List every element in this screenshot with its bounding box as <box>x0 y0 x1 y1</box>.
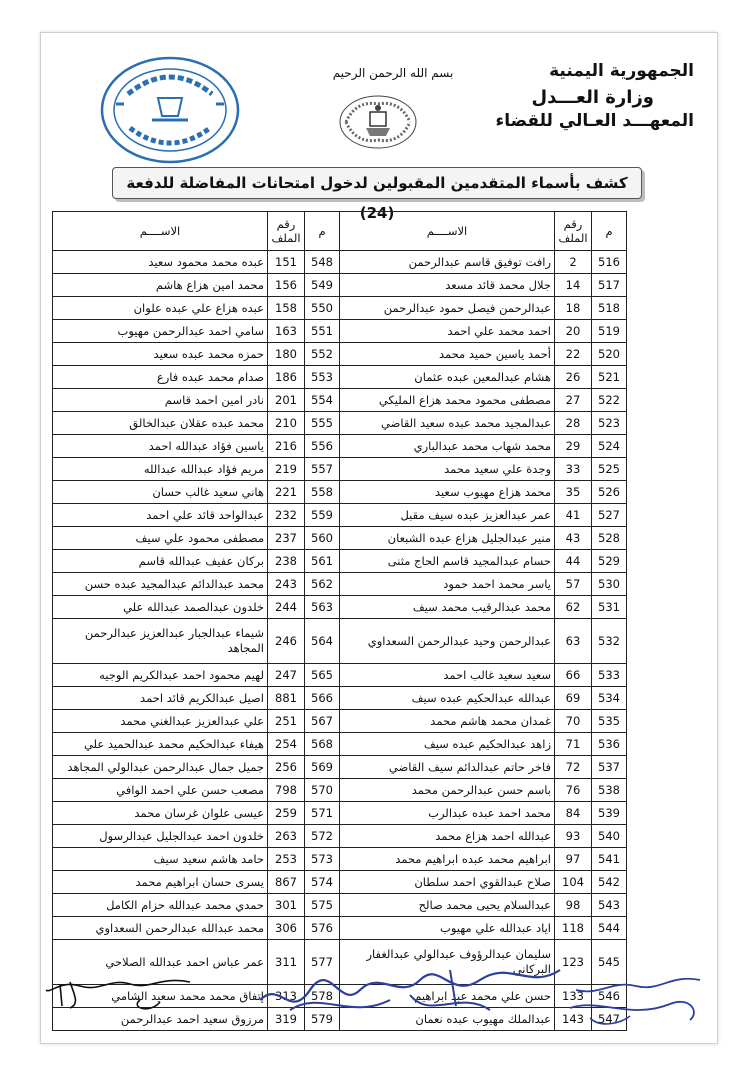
right-serial: 543 <box>592 894 627 917</box>
right-applicant-name: عبدالرحمن فيصل حمود عبدالرحمن <box>340 297 555 320</box>
table-row <box>53 389 627 412</box>
left-applicant-name: جميل جمال عبدالرحمن عبدالولي المجاهد <box>53 756 268 779</box>
left-applicant-name: حمدي محمد عبدالله حزام الكامل <box>53 894 268 917</box>
right-applicant-name: محمد عبدالرقيب محمد سيف <box>340 596 555 619</box>
right-applicant-name: حسام عبدالمجيد قاسم الحاج مثنى <box>340 550 555 573</box>
left-applicant-name: اصيل عبدالكريم قائد احمد <box>53 687 268 710</box>
right-file-number: 28 <box>555 412 592 435</box>
left-file-number: 243 <box>268 573 305 596</box>
left-applicant-name: عبده هزاع علي عبده علوان <box>53 297 268 320</box>
left-serial: 571 <box>305 802 340 825</box>
right-serial: 518 <box>592 297 627 320</box>
right-serial: 529 <box>592 550 627 573</box>
right-file-number: 20 <box>555 320 592 343</box>
right-applicant-name: اياد عبدالله علي مهيوب <box>340 917 555 940</box>
table-row <box>53 596 627 619</box>
right-applicant-name: غمدان محمد هاشم محمد <box>340 710 555 733</box>
left-applicant-name: هيفاء عبدالحكيم محمد عبدالحميد علي <box>53 733 268 756</box>
right-applicant-name: منير عبدالجليل هزاع عبده الشبعان <box>340 527 555 550</box>
left-serial: 548 <box>305 251 340 274</box>
right-serial: 532 <box>592 619 627 664</box>
left-applicant-name: هاني سعيد غالب حسان <box>53 481 268 504</box>
eagle-emblem-icon <box>336 92 420 152</box>
roster-table <box>52 211 627 1031</box>
left-serial: 562 <box>305 573 340 596</box>
right-file-number: 22 <box>555 343 592 366</box>
left-file-number: 219 <box>268 458 305 481</box>
table-row <box>53 251 627 274</box>
right-file-number: 33 <box>555 458 592 481</box>
left-applicant-name: صدام محمد عبده فارع <box>53 366 268 389</box>
left-file-number: 259 <box>268 802 305 825</box>
left-file-number: 247 <box>268 664 305 687</box>
right-applicant-name: عبدالرحمن وحيد عبدالرحمن السعداوي <box>340 619 555 664</box>
right-serial: 530 <box>592 573 627 596</box>
right-file-number: 26 <box>555 366 592 389</box>
institute-seal-icon <box>98 54 242 166</box>
left-file-number: 306 <box>268 917 305 940</box>
right-file-number: 35 <box>555 481 592 504</box>
left-serial: 576 <box>305 917 340 940</box>
left-serial: 579 <box>305 1008 340 1031</box>
left-file-number: 237 <box>268 527 305 550</box>
right-serial: 531 <box>592 596 627 619</box>
document-title: كشف بأسماء المتقدمين المقبولين لدخول امتحانات المفاضلة للدفعة (24) <box>112 167 642 199</box>
left-applicant-name: خلدون احمد عبدالجليل عبدالرسول <box>53 825 268 848</box>
left-serial: 558 <box>305 481 340 504</box>
left-applicant-name: بركان عفيف عبدالله قاسم <box>53 550 268 573</box>
right-applicant-name: فاخر حاتم عبدالدائم سيف القاضي <box>340 756 555 779</box>
left-applicant-name: خلدون عبدالصمد عبدالله علي <box>53 596 268 619</box>
right-serial: 526 <box>592 481 627 504</box>
right-applicant-name: محمد شهاب محمد عبدالباري <box>340 435 555 458</box>
institute-name: المعهـــد العـالي للقضاء <box>495 111 694 131</box>
left-file-number: 246 <box>268 619 305 664</box>
left-applicant-name: مصطفى محمود علي سيف <box>53 527 268 550</box>
left-file-number: 881 <box>268 687 305 710</box>
left-serial: 566 <box>305 687 340 710</box>
left-serial: 551 <box>305 320 340 343</box>
right-file-number: 72 <box>555 756 592 779</box>
right-file-number: 123 <box>555 940 592 985</box>
right-applicant-name: صلاح عبدالقوي احمد سلطان <box>340 871 555 894</box>
table-row <box>53 917 627 940</box>
left-file-number: 256 <box>268 756 305 779</box>
right-serial: 527 <box>592 504 627 527</box>
right-applicant-name: عبدالسلام يحيى محمد صالح <box>340 894 555 917</box>
left-file-number: 867 <box>268 871 305 894</box>
basmala: بسم الله الرحمن الرحيم <box>332 66 454 80</box>
right-file-number: 70 <box>555 710 592 733</box>
left-file-number: 253 <box>268 848 305 871</box>
right-serial: 545 <box>592 940 627 985</box>
right-file-number: 43 <box>555 527 592 550</box>
table-row <box>53 573 627 596</box>
right-serial: 528 <box>592 527 627 550</box>
right-file-number: 93 <box>555 825 592 848</box>
right-applicant-name: هشام عبدالمعين عبده عثمان <box>340 366 555 389</box>
left-applicant-name: إتفاق محمد محمد سعيد الشامي <box>53 985 268 1008</box>
table-row <box>53 779 627 802</box>
right-file-number: 84 <box>555 802 592 825</box>
left-file-number: 180 <box>268 343 305 366</box>
right-applicant-name: رافت توفيق قاسم عبدالرحمن <box>340 251 555 274</box>
table-row <box>53 435 627 458</box>
right-serial: 519 <box>592 320 627 343</box>
table-row <box>53 756 627 779</box>
table-row <box>53 619 627 664</box>
right-file-number: 44 <box>555 550 592 573</box>
table-row <box>53 297 627 320</box>
left-serial: 572 <box>305 825 340 848</box>
left-serial: 565 <box>305 664 340 687</box>
table-row <box>53 848 627 871</box>
table-row <box>53 274 627 297</box>
right-serial: 544 <box>592 917 627 940</box>
right-file-number: 76 <box>555 779 592 802</box>
right-applicant-name: ياسر محمد احمد حمود <box>340 573 555 596</box>
right-applicant-name: مصطفى محمود محمد هزاع المليكي <box>340 389 555 412</box>
left-file-number: 319 <box>268 1008 305 1031</box>
left-serial: 559 <box>305 504 340 527</box>
col-name-right: الاســــم <box>340 212 555 251</box>
table-row <box>53 802 627 825</box>
table-row <box>53 871 627 894</box>
left-applicant-name: محمد امين هزاع هاشم <box>53 274 268 297</box>
table-row <box>53 733 627 756</box>
left-serial: 567 <box>305 710 340 733</box>
left-applicant-name: حامد هاشم سعيد سيف <box>53 848 268 871</box>
table-row <box>53 366 627 389</box>
right-file-number: 2 <box>555 251 592 274</box>
right-applicant-name: حسن علي محمد عبد ابراهيم <box>340 985 555 1008</box>
signature-3-icon <box>540 968 710 1032</box>
col-m-left: م <box>305 212 340 251</box>
left-serial: 563 <box>305 596 340 619</box>
left-applicant-name: مرزوق سعيد احمد عبدالرحمن <box>53 1008 268 1031</box>
left-file-number: 158 <box>268 297 305 320</box>
right-serial: 517 <box>592 274 627 297</box>
left-applicant-name: لهيم محمود احمد عبدالكريم الوجيه <box>53 664 268 687</box>
left-serial: 554 <box>305 389 340 412</box>
ministry-name: وزارة العـــدل <box>531 87 654 108</box>
right-applicant-name: محمد احمد عبده عبدالرب <box>340 802 555 825</box>
table-row <box>53 458 627 481</box>
right-file-number: 62 <box>555 596 592 619</box>
right-serial: 540 <box>592 825 627 848</box>
left-file-number: 313 <box>268 985 305 1008</box>
right-serial: 534 <box>592 687 627 710</box>
left-applicant-name: شيماء عبدالجبار عبدالعزيز عبدالرحمن المجاهد <box>53 619 268 664</box>
left-serial: 549 <box>305 274 340 297</box>
col-file-left: رقم الملف <box>268 212 305 251</box>
left-file-number: 151 <box>268 251 305 274</box>
right-applicant-name: عبدالملك مهيوب عبده نعمان <box>340 1008 555 1031</box>
right-serial: 533 <box>592 664 627 687</box>
left-serial: 561 <box>305 550 340 573</box>
col-name-left: الاســــم <box>53 212 268 251</box>
table-row <box>53 664 627 687</box>
right-applicant-name: عبدالله عبدالحكيم عبده سيف <box>340 687 555 710</box>
table-row <box>53 343 627 366</box>
right-applicant-name: جلال محمد قائد مسعد <box>340 274 555 297</box>
right-serial: 520 <box>592 343 627 366</box>
table-row <box>53 687 627 710</box>
right-file-number: 41 <box>555 504 592 527</box>
left-applicant-name: محمد عبده عقلان عبدالخالق <box>53 412 268 435</box>
left-applicant-name: سامي احمد عبدالرحمن مهيوب <box>53 320 268 343</box>
right-file-number: 14 <box>555 274 592 297</box>
country-name: الجمهورية اليمنية <box>549 61 694 81</box>
left-file-number: 186 <box>268 366 305 389</box>
right-serial: 516 <box>592 251 627 274</box>
left-serial: 564 <box>305 619 340 664</box>
letterhead <box>496 60 694 132</box>
right-applicant-name: عمر عبدالعزيز عبده سيف مقبل <box>340 504 555 527</box>
left-applicant-name: عبده محمد محمود سعيد <box>53 251 268 274</box>
right-file-number: 98 <box>555 894 592 917</box>
right-applicant-name: أحمد ياسين حميد محمد <box>340 343 555 366</box>
right-serial: 541 <box>592 848 627 871</box>
right-applicant-name: وجدة علي سعيد محمد <box>340 458 555 481</box>
left-applicant-name: محمد عبدالدائم عبدالمجيد عبده حسن <box>53 573 268 596</box>
right-serial: 524 <box>592 435 627 458</box>
right-applicant-name: ابراهيم محمد عبده ابراهيم محمد <box>340 848 555 871</box>
left-serial: 574 <box>305 871 340 894</box>
right-file-number: 133 <box>555 985 592 1008</box>
right-file-number: 69 <box>555 687 592 710</box>
left-serial: 568 <box>305 733 340 756</box>
right-serial: 538 <box>592 779 627 802</box>
left-applicant-name: عبدالواحد قائد علي احمد <box>53 504 268 527</box>
right-serial: 523 <box>592 412 627 435</box>
right-applicant-name: عبدالله احمد هزاع محمد <box>340 825 555 848</box>
right-file-number: 118 <box>555 917 592 940</box>
right-serial: 539 <box>592 802 627 825</box>
table-row <box>53 320 627 343</box>
right-file-number: 27 <box>555 389 592 412</box>
left-file-number: 163 <box>268 320 305 343</box>
signature-2-icon <box>250 950 580 1030</box>
table-row <box>53 710 627 733</box>
table-row <box>53 825 627 848</box>
left-serial: 575 <box>305 894 340 917</box>
left-file-number: 201 <box>268 389 305 412</box>
signature-1-icon <box>40 964 200 1024</box>
right-serial: 536 <box>592 733 627 756</box>
left-file-number: 244 <box>268 596 305 619</box>
right-applicant-name: احمد محمد علي احمد <box>340 320 555 343</box>
left-file-number: 232 <box>268 504 305 527</box>
right-applicant-name: زاهد عبدالحكيم عبده سيف <box>340 733 555 756</box>
left-applicant-name: مريم فؤاد عبدالله عبدالله <box>53 458 268 481</box>
table-row <box>53 504 627 527</box>
left-applicant-name: علي عبدالعزيز عبدالغني محمد <box>53 710 268 733</box>
right-file-number: 63 <box>555 619 592 664</box>
left-serial: 577 <box>305 940 340 985</box>
right-serial: 525 <box>592 458 627 481</box>
table-row <box>53 412 627 435</box>
col-m-right: م <box>592 212 627 251</box>
left-applicant-name: ياسين فؤاد عبدالله احمد <box>53 435 268 458</box>
right-file-number: 29 <box>555 435 592 458</box>
left-serial: 569 <box>305 756 340 779</box>
left-file-number: 216 <box>268 435 305 458</box>
right-applicant-name: عبدالمجيد محمد عبده سعيد القاضي <box>340 412 555 435</box>
right-file-number: 66 <box>555 664 592 687</box>
left-file-number: 311 <box>268 940 305 985</box>
right-serial: 542 <box>592 871 627 894</box>
left-file-number: 221 <box>268 481 305 504</box>
right-serial: 535 <box>592 710 627 733</box>
left-serial: 570 <box>305 779 340 802</box>
right-serial: 521 <box>592 366 627 389</box>
right-file-number: 97 <box>555 848 592 871</box>
right-file-number: 71 <box>555 733 592 756</box>
left-serial: 552 <box>305 343 340 366</box>
right-serial: 546 <box>592 985 627 1008</box>
right-applicant-name: سعيد سعيد غالب احمد <box>340 664 555 687</box>
table-row <box>53 481 627 504</box>
left-file-number: 238 <box>268 550 305 573</box>
left-serial: 557 <box>305 458 340 481</box>
left-serial: 550 <box>305 297 340 320</box>
left-serial: 553 <box>305 366 340 389</box>
left-file-number: 301 <box>268 894 305 917</box>
left-applicant-name: حمزه محمد عبده سعيد <box>53 343 268 366</box>
right-serial: 537 <box>592 756 627 779</box>
table-row <box>53 894 627 917</box>
right-file-number: 104 <box>555 871 592 894</box>
left-file-number: 251 <box>268 710 305 733</box>
left-file-number: 798 <box>268 779 305 802</box>
right-applicant-name: سليمان عبدالرؤوف عبدالولي عبدالغفار البركاني <box>340 940 555 985</box>
left-serial: 573 <box>305 848 340 871</box>
left-file-number: 156 <box>268 274 305 297</box>
left-serial: 556 <box>305 435 340 458</box>
table-row <box>53 550 627 573</box>
right-serial: 522 <box>592 389 627 412</box>
table-row <box>53 527 627 550</box>
left-applicant-name: مصعب حسن علي احمد الوافي <box>53 779 268 802</box>
right-applicant-name: محمد هزاع مهيوب سعيد <box>340 481 555 504</box>
col-file-right: رقم الملف <box>555 212 592 251</box>
left-serial: 578 <box>305 985 340 1008</box>
right-file-number: 57 <box>555 573 592 596</box>
left-serial: 555 <box>305 412 340 435</box>
right-file-number: 18 <box>555 297 592 320</box>
left-file-number: 254 <box>268 733 305 756</box>
left-applicant-name: محمد عبدالله عبدالرحمن السعداوي <box>53 917 268 940</box>
left-applicant-name: عيسى علوان غرسان محمد <box>53 802 268 825</box>
left-applicant-name: يسرى حسان ابراهيم محمد <box>53 871 268 894</box>
right-serial: 547 <box>592 1008 627 1031</box>
left-applicant-name: عمر عباس احمد عبدالله الصلاحي <box>53 940 268 985</box>
left-file-number: 210 <box>268 412 305 435</box>
right-applicant-name: باسم حسن عبدالرحمن محمد <box>340 779 555 802</box>
left-applicant-name: نادر امين احمد قاسم <box>53 389 268 412</box>
table-header-row <box>53 212 627 251</box>
right-file-number: 143 <box>555 1008 592 1031</box>
left-serial: 560 <box>305 527 340 550</box>
left-file-number: 263 <box>268 825 305 848</box>
